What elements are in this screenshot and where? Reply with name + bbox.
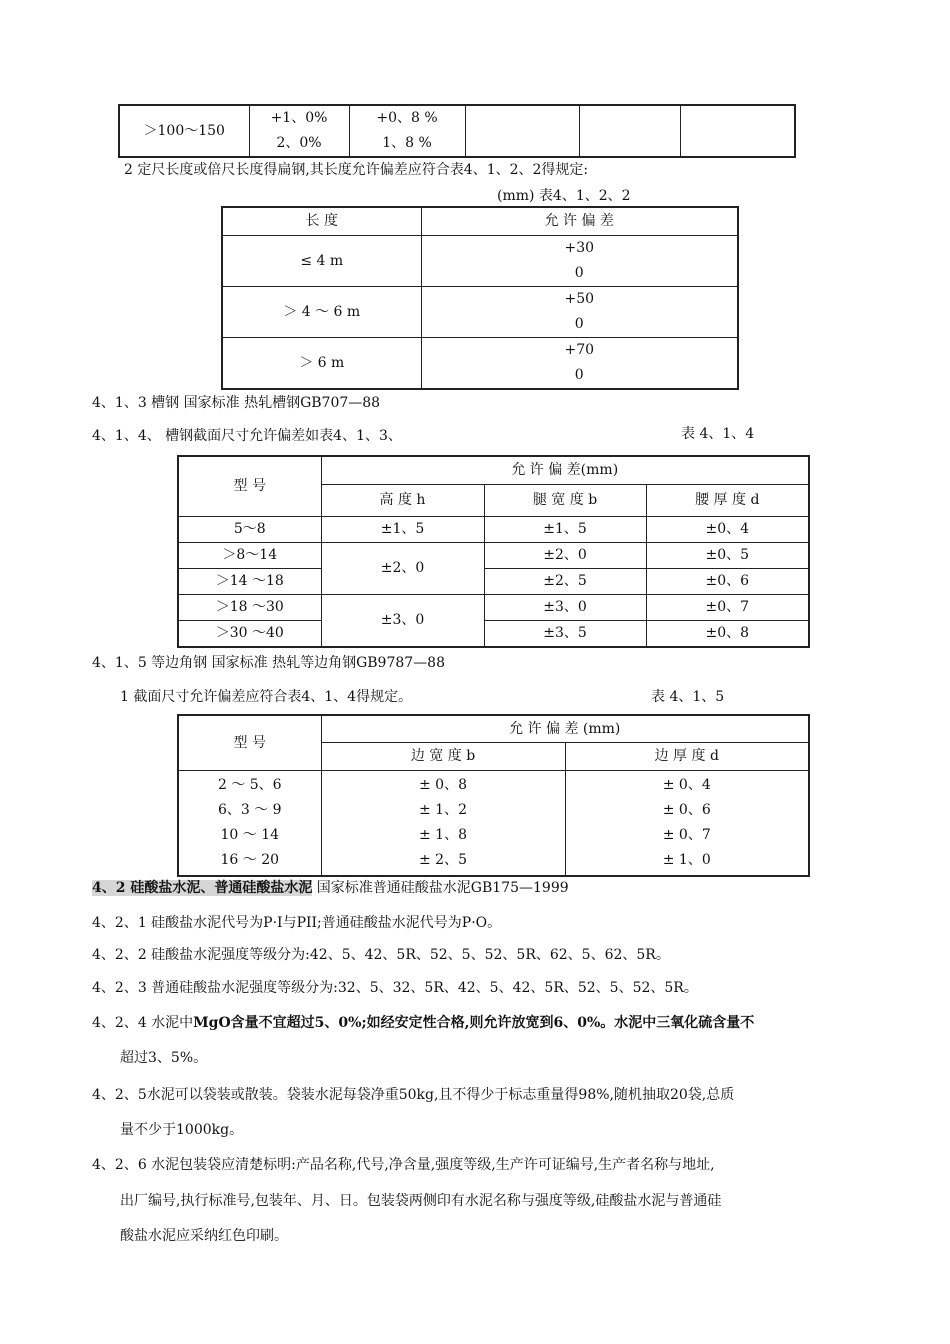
paragraph: 超过3、5%。 — [120, 1050, 208, 1066]
header-height: 高 度 h — [321, 485, 484, 517]
range-cell: ＞100～150 — [119, 105, 249, 157]
table-row: 2 ～ 5、6 6、3 ～ 9 10 ～ 14 16 ～ 20 ± 0、8 ± 1、2 ± 1、8 ± 2、5 ± 0、4 ± 0、6 ± 0、7 ± 1、0 — [178, 771, 809, 877]
paragraph: 4、1、4、 槽钢截面尺寸允许偏差如表4、1、3、 — [92, 428, 402, 444]
paragraph: 4、2、5水泥可以袋装或散装。袋装水泥每袋净重50kg,且不得少于标志重量得98%,随机抽取20袋,总质 — [92, 1087, 735, 1103]
section-heading: 4、2 硅酸盐水泥、普通硅酸盐水泥 国家标准普通硅酸盐水泥GB175—1999 — [92, 880, 569, 896]
tolerance-cell: +1、0% 2、0% — [249, 105, 349, 157]
table-row: ＞14 ～18 ±2、5 ±0、6 — [178, 569, 809, 595]
table-row: ＞ 6 m +70 0 — [222, 338, 738, 390]
paragraph: 4、2、3 普通硅酸盐水泥强度等级分为:32、5、32、5R、42、5、42、5R、52、5、52、5R。 — [92, 980, 698, 996]
header-tolerance: 允 许 偏 差 — [421, 207, 738, 236]
length-tolerance-table — [221, 206, 739, 390]
paragraph: 量不少于1000kg。 — [120, 1122, 244, 1138]
table-row: ＞30 ～40 ±3、5 ±0、8 — [178, 621, 809, 648]
table-caption: (mm) 表4、1、2、2 — [497, 188, 631, 204]
empty-cell — [579, 105, 680, 157]
paragraph: 4、2、1 硅酸盐水泥代号为P·I与PII;普通硅酸盐水泥代号为P·O。 — [92, 915, 502, 931]
paragraph: 4、2、4 水泥中MgO含量不宜超过5、0%;如经安定性合格,则允许放宽到6、0%。水泥中三氧化硫含量不 — [92, 1015, 755, 1031]
header-leg-thickness: 边 厚 度 d — [565, 743, 809, 771]
angle-steel-table — [177, 714, 810, 877]
table-row: ＞18 ～30 ±3、0 ±3、0 ±0、7 — [178, 595, 809, 621]
flat-steel-width-table-fragment — [118, 104, 796, 158]
table-caption: 表 4、1、5 — [651, 689, 725, 705]
paragraph: 出厂编号,执行标准号,包装年、月、日。包装袋两侧印有水泥名称与强度等级,硅酸盐水泥与普通硅 — [120, 1193, 722, 1209]
empty-cell — [465, 105, 579, 157]
header-deviation: 允 许 偏 差(mm) — [321, 456, 809, 485]
table-row: ＞8～14 ±2、0 ±2、0 ±0、5 — [178, 543, 809, 569]
section-heading: 4、1、5 等边角钢 国家标准 热轧等边角钢GB9787—88 — [92, 655, 445, 671]
paragraph: 1 截面尺寸允许偏差应符合表4、1、4得规定。 — [120, 689, 413, 705]
paragraph: 4、2、2 硅酸盐水泥强度等级分为:42、5、42、5R、52、5、52、5R、62、5、62、5R。 — [92, 947, 670, 963]
paragraph: 酸盐水泥应采纳红色印刷。 — [120, 1228, 288, 1244]
header-deviation: 允 许 偏 差 (mm) — [321, 715, 809, 743]
header-leg-width: 腿 宽 度 b — [484, 485, 646, 517]
paragraph: 2 定尺长度或倍尺长度得扁钢,其长度允许偏差应符合表4、1、2、2得规定: — [124, 162, 589, 178]
table-row: ≤ 4 m +30 0 — [222, 236, 738, 287]
section-heading: 4、1、3 槽钢 国家标准 热轧槽钢GB707—88 — [92, 395, 381, 411]
header-length: 长 度 — [222, 207, 421, 236]
header-type: 型 号 — [178, 456, 321, 517]
header-leg-width: 边 宽 度 b — [321, 743, 565, 771]
header-web-thickness: 腰 厚 度 d — [646, 485, 809, 517]
table-row: 5～8 ±1、5 ±1、5 ±0、4 — [178, 517, 809, 543]
table-row: ＞ 4 ～ 6 m +50 0 — [222, 287, 738, 338]
section-title-highlight: 4、2 硅酸盐水泥、普通硅酸盐水泥 — [92, 880, 313, 896]
tolerance-cell: +0、8 % 1、8 % — [349, 105, 465, 157]
paragraph: 4、2、6 水泥包装袋应清楚标明:产品名称,代号,净含量,强度等级,生产许可证编号,生产者名称与地址, — [92, 1157, 715, 1173]
table-caption: 表 4、1、4 — [681, 426, 755, 442]
empty-cell — [680, 105, 795, 157]
header-type: 型 号 — [178, 715, 321, 771]
channel-steel-table — [177, 455, 810, 648]
